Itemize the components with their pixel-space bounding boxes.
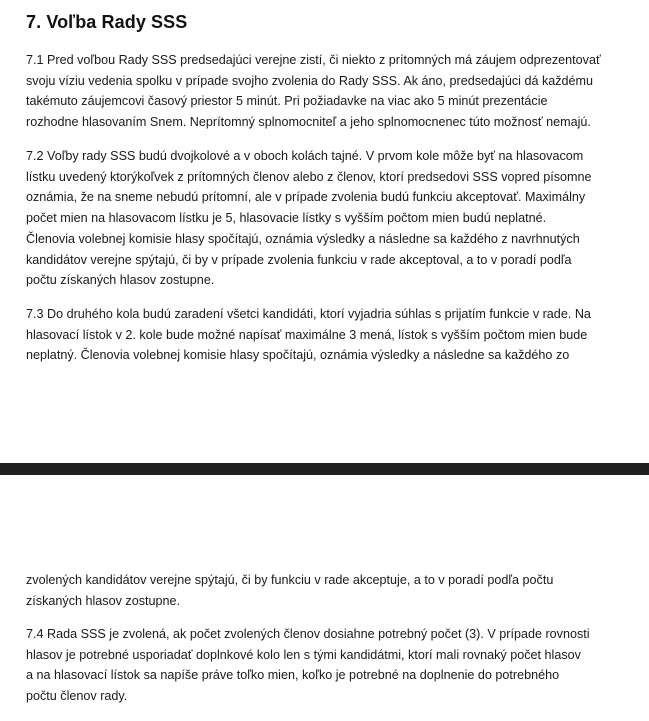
- paragraph-7-3-continued: [26, 570, 632, 611]
- text-line: lístku uvedený ktorýkoľvek z prítomných členov alebo z členov, ktorí predsedovi SSS vopred písomne: [26, 169, 592, 184]
- text-line: 7.1 Pred voľbou Rady SSS predsedajúci verejne zistí, či niekto z prítomných má záujem odprezentovať: [26, 53, 601, 67]
- page-break-divider: [0, 463, 649, 475]
- text-line: hlasovací lístok v 2. kole bude možné napísať maximálne 3 mená, lístok s vyšším počtom mien bude: [26, 327, 588, 342]
- text-line: 7.3 Do druhého kola budú zaradení všetci kandidáti, ktorí vyjadria súhlas s prijatím funkcie v rade. Na: [26, 307, 591, 321]
- paragraph-7-2: [26, 146, 632, 291]
- text-line: získaných hlasov zostupne.: [26, 593, 181, 608]
- paragraph-7-1: [26, 50, 632, 133]
- text-line: neplatný. Členovia volebnej komisie hlasy spočítajú, oznámia výsledky a následne sa každého zo: [26, 348, 570, 363]
- text-line: 7.2 Voľby rady SSS budú dvojkolové a v oboch kolách tajné. V prvom kole môže byť na hlasovacom: [26, 149, 584, 163]
- text-line: rozhodne hlasovaním Snem. Neprítomný splnomocniteľ a jeho splnomocnenec túto možnosť nemajú.: [26, 115, 591, 130]
- text-line: 7.4 Rada SSS je zvolená, ak počet zvolených členov dosiahne potrebný počet (3). V prípade rovnosti: [26, 627, 590, 641]
- text-line: hlasov je potrebné usporiadať doplnkové kolo len s tými kandidátmi, ktorí mali rovnaký počet hlasov: [26, 647, 581, 662]
- text-line: svoju víziu vedenia spolku v prípade svojho zvolenia do Rady SSS. Ak áno, predsedajúci dá každému: [26, 73, 594, 88]
- text-line: počet mien na hlasovacom lístku je 5, hlasovacie lístky s vyšším počtom mien budú neplatné.: [26, 211, 547, 226]
- paragraph-7-3: [26, 304, 632, 366]
- paragraph-7-4: [26, 624, 632, 707]
- text-line: takémuto záujemcovi časový priestor 5 minút. Pri požiadavke na viac ako 5 minút prezentácie: [26, 94, 548, 109]
- text-line: kandidátov verejne spýtajú, či by v prípade zvolenia funkciu v rade akceptoval, a to v poradí podľa: [26, 252, 572, 267]
- text-line: oznámia, že na sneme nebudú prítomní, ale v prípade zvolenia budú funkciu akceptovať. Maximálny: [26, 190, 586, 205]
- text-line: počtu členov rady.: [26, 689, 128, 704]
- text-line: Členovia volebnej komisie hlasy spočítajú, oznámia výsledky a následne sa každého z navrhnutých: [26, 231, 580, 246]
- section-heading: 7. Voľba Rady SSS: [26, 12, 188, 32]
- text-line: zvolených kandidátov verejne spýtajú, či by funkciu v rade akceptuje, a to v poradí podľa počtu: [26, 573, 554, 587]
- text-line: a na hlasovací lístok sa napíše práve toľko mien, koľko je potrebné na doplnenie do potrebného: [26, 668, 560, 683]
- text-line: počtu získaných hlasov zostupne.: [26, 273, 215, 288]
